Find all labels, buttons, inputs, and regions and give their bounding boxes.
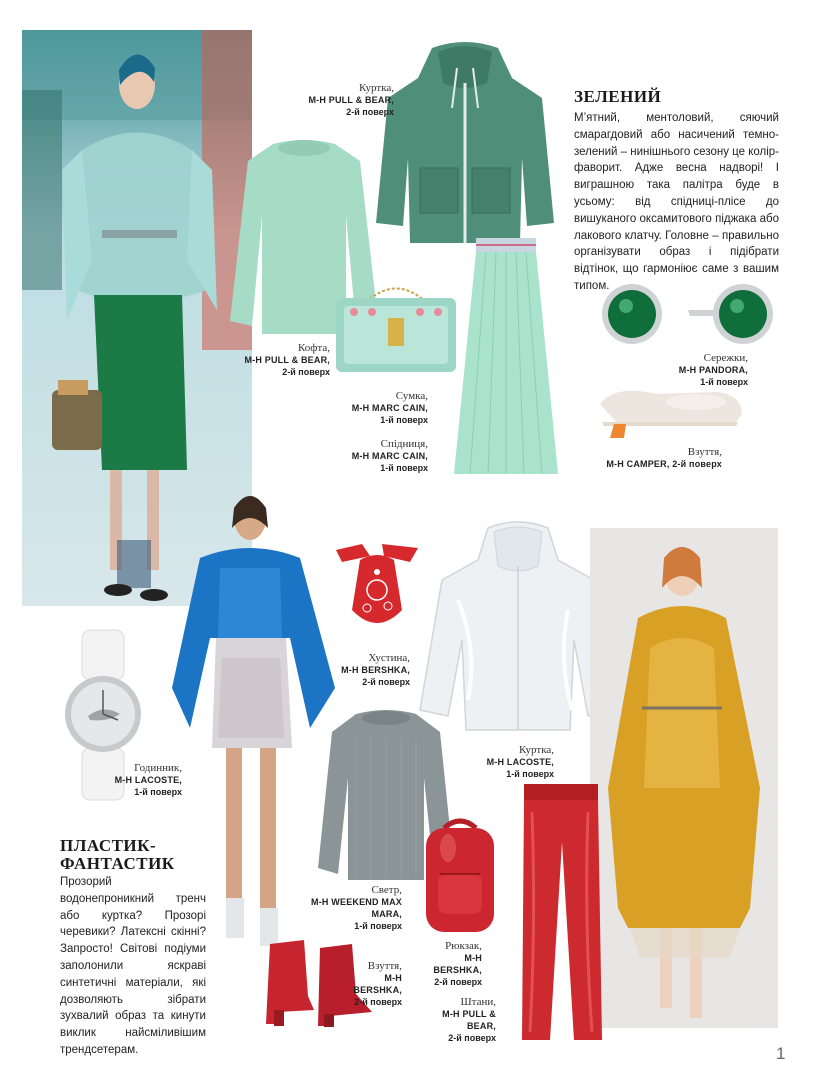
caption-brand: М-Н PULL & BEAR, [244, 355, 330, 365]
caption-brand: М-Н LACOSTE, [114, 775, 182, 785]
caption-floor: 2-й поверх [282, 367, 330, 377]
caption-brand: М-Н BERSHKA, [341, 665, 410, 675]
earrings-image [598, 280, 778, 350]
jacket-clear-caption [478, 744, 554, 780]
caption-category: Рюкзак, [445, 940, 482, 952]
scarf-caption [330, 652, 410, 688]
caption-category: Куртка, [359, 82, 394, 94]
caption-category: Взуття, [687, 446, 722, 458]
caption-floor: 2-й поверх [448, 1033, 496, 1043]
caption-brand: М-Н BERSHKA, [353, 973, 402, 995]
caption-floor: 2-й поверх [434, 977, 482, 987]
green-section-text: М’ятний, ментоловий, сяючий смарагдовий або насичений темно-зелений – нинішнього сезону це колір-фаворит. Адже весна надворі! І виграшною така палітра буде в усьому: від спідниці-плісе до вишуканого оксамитового піджака або лакового клатчу. Головне – правильно організувати образ і підібрати відтінок, що гармоніює саме з вашим типом. [574, 112, 779, 292]
caption-brand: М-Н MARC CAIN, [351, 451, 428, 461]
caption-floor: 1-й поверх [354, 921, 402, 931]
caption-floor: 1-й поверх [700, 377, 748, 387]
caption-category: Сережки, [703, 352, 748, 364]
caption-brand: М-Н BERSHKA, [433, 953, 482, 975]
caption-category: Кофта, [298, 342, 330, 354]
shoes-cream-caption [600, 446, 722, 470]
caption-floor: 1-й поверх [380, 463, 428, 473]
green-section-title: ЗЕЛЕНИЙ [574, 87, 662, 106]
red-pants-image [516, 782, 606, 1044]
caption-category: Спідниця, [380, 438, 428, 450]
clear-jacket-image [418, 520, 618, 736]
cream-shoes-image [596, 374, 746, 440]
skirt-caption [320, 438, 428, 474]
caption-category: Штани, [460, 996, 496, 1008]
caption-brand: М-Н CAMPER, 2-й поверх [606, 459, 722, 469]
bag-caption [320, 390, 428, 426]
sweater-grey-caption [282, 884, 402, 932]
caption-floor: 1-й поверх [134, 787, 182, 797]
plastic-section-title-line1: ПЛАСТИК- [60, 836, 157, 855]
sweater-mint-caption [226, 342, 330, 378]
caption-floor: 1-й поверх [506, 769, 554, 779]
backpack-caption [414, 940, 482, 988]
page-number: 1 [776, 1044, 786, 1063]
scarf-image [332, 540, 422, 640]
plastic-section-text: Прозорий водонепроникний тренч або куртка? Прозорі черевики? Латексні скінні? Запросто! Світові подіуми заполонили яскраві синтетичні матеріали, які дозволяють зібрати зухвалий образ та кинути виклик найсміливішим трендсетерам. [60, 876, 206, 1056]
pants-caption [430, 996, 496, 1044]
caption-floor: 2-й поверх [354, 997, 402, 1007]
caption-category: Годинник, [134, 762, 182, 774]
skirt-image [450, 236, 562, 480]
bag-image [332, 276, 460, 376]
watch-caption [90, 762, 182, 798]
plastic-section-title-line2: ФАНТАСТИК [60, 854, 175, 873]
caption-category: Куртка, [519, 744, 554, 756]
caption-category: Светр, [371, 884, 402, 896]
caption-brand: М-Н PULL & BEAR, [442, 1009, 496, 1031]
caption-brand: М-Н LACOSTE, [486, 757, 554, 767]
caption-category: Взуття, [367, 960, 402, 972]
caption-brand: М-Н WEEKEND MAX MARA, [311, 897, 402, 919]
caption-brand: М-Н PULL & BEAR, [308, 95, 394, 105]
caption-floor: 1-й поверх [380, 415, 428, 425]
boots-caption [334, 960, 402, 1008]
caption-floor: 2-й поверх [346, 107, 394, 117]
caption-category: Сумка, [395, 390, 428, 402]
backpack-image [418, 814, 502, 936]
runway-photo-yellow [590, 528, 778, 1028]
caption-brand: М-Н MARC CAIN, [351, 403, 428, 413]
caption-floor: 2-й поверх [362, 677, 410, 687]
green-jacket-image [372, 38, 558, 248]
jacket-green-caption [290, 82, 394, 118]
caption-brand: М-Н PANDORA, [678, 365, 748, 375]
caption-category: Хустина, [368, 652, 410, 664]
